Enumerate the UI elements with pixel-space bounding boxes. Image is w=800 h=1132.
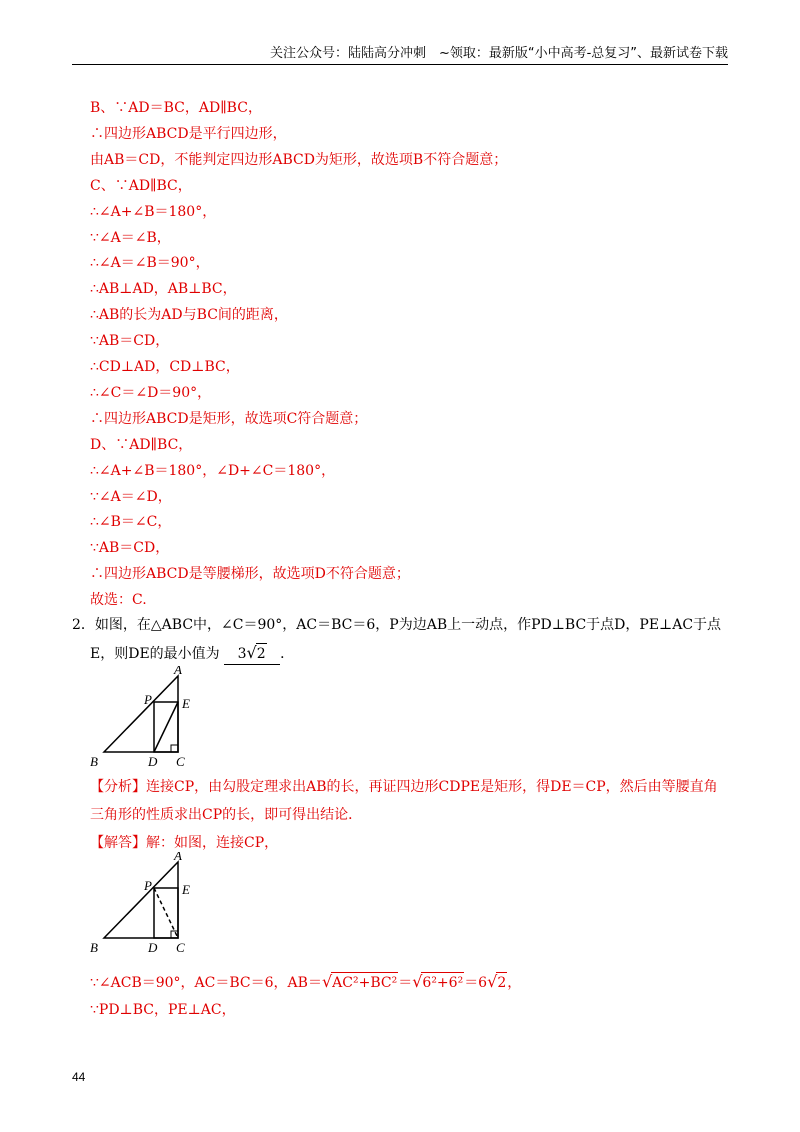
sqrt-sign: √ — [487, 972, 498, 991]
solution-line: ∵∠A＝∠D， — [90, 488, 172, 505]
eq-radicand-3: 2 — [496, 972, 507, 993]
question-2-line2 — [90, 643, 294, 665]
label-e-2: E — [182, 882, 190, 897]
figure-1 — [88, 666, 198, 776]
label-c-2: C — [176, 940, 185, 955]
eq-mid: ＝ — [398, 975, 413, 991]
label-d: D — [148, 754, 158, 769]
solution-line: ∴四边形ABCD是矩形，故选项C符合题意； — [90, 410, 368, 427]
solution-line3: ∵PD⊥BC，PE⊥AC， — [90, 1002, 236, 1018]
solution-line: ∴∠A+∠B＝180°， — [90, 203, 217, 220]
solution-line: ∴四边形ABCD是等腰梯形，故选项D不符合题意； — [90, 566, 410, 583]
eq-end: ， — [507, 975, 522, 991]
solution-line: ∴∠B＝∠C， — [90, 514, 172, 531]
solution-line: ∴CD⊥AD，CD⊥BC， — [90, 359, 240, 375]
label-b-2: B — [90, 940, 98, 955]
label-p: P — [144, 692, 152, 707]
label-c: C — [176, 754, 185, 769]
right-angle-mark — [171, 745, 178, 752]
eq-prefix: ∵∠ACB＝90°，AC＝BC＝6，AB＝ — [90, 975, 322, 991]
label-p-2: P — [144, 878, 152, 893]
answer-coef: 3 — [237, 646, 247, 662]
eq-equals: ＝6 — [464, 975, 488, 991]
solution-line: ∵∠A＝∠B， — [90, 229, 171, 246]
solution-line: C、∵AD∥BC， — [90, 177, 192, 194]
answer-radicand: 2 — [256, 643, 267, 664]
solution-line: ∴∠A＝∠B＝90°， — [90, 255, 210, 272]
eq-radicand-2: 6²+6² — [421, 972, 464, 993]
question-2-stem: E，则DE的最小值为 — [90, 646, 220, 662]
answer-blank — [224, 643, 280, 665]
eq-radicand-1: AC²+BC² — [331, 972, 398, 993]
question-2-line1: 2．如图，在△ABC中，∠C＝90°，AC＝BC＝6，P为边AB上一动点，作PD⊥BC于点D，PE⊥AC于点 — [72, 617, 722, 633]
solution-equation — [90, 972, 521, 993]
label-a-2: A — [174, 852, 182, 863]
page-number: 44 — [72, 1070, 86, 1084]
solution-line: D、∵AD∥BC， — [90, 436, 193, 453]
solution-line: ∵AB＝CD， — [90, 333, 170, 350]
solution-line: 由AB＝CD，不能判定四边形ABCD为矩形，故选项B不符合题意； — [90, 151, 508, 168]
label-a: A — [174, 666, 182, 677]
solution-line: ∴AB的长为AD与BC间的距离， — [90, 307, 288, 324]
solution-line: ∴∠A+∠B＝180°，∠D+∠C＝180°， — [90, 462, 336, 479]
question-2-end: ． — [280, 646, 295, 662]
label-d-2: D — [148, 940, 158, 955]
sqrt-sign: √ — [412, 972, 423, 991]
figure-2 — [88, 852, 198, 962]
triangle-abc-2 — [104, 862, 178, 938]
solution-line1: 【解答】解：如图，连接CP， — [90, 835, 279, 851]
solution-line: ∴四边形ABCD是平行四边形， — [90, 125, 287, 142]
label-b: B — [90, 754, 98, 769]
triangle-abc — [104, 676, 178, 752]
solution-line: B、∵AD＝BC，AD∥BC， — [90, 100, 262, 116]
page-header: 关注公众号：陆陆高分冲刺 ~领取：最新版“小中高考-总复习”、最新试卷下载 — [72, 44, 728, 65]
solution-line: ∴AB⊥AD，AB⊥BC， — [90, 281, 237, 298]
sqrt-sign: √ — [246, 643, 257, 662]
analysis-line2: 三角形的性质求出CP的长，即可得出结论． — [90, 807, 363, 823]
sqrt-sign: √ — [321, 972, 333, 991]
solution-line: 故选：C. — [90, 592, 147, 609]
label-e: E — [182, 696, 190, 711]
analysis-line1: 【分析】连接CP，由勾股定理求出AB的长，再证四边形CDPE是矩形，得DE＝CP，然后由等腰直角 — [90, 779, 718, 795]
solution-line: ∵AB＝CD， — [90, 540, 170, 557]
solution-line: ∴∠C＝∠D＝90°， — [90, 384, 212, 401]
